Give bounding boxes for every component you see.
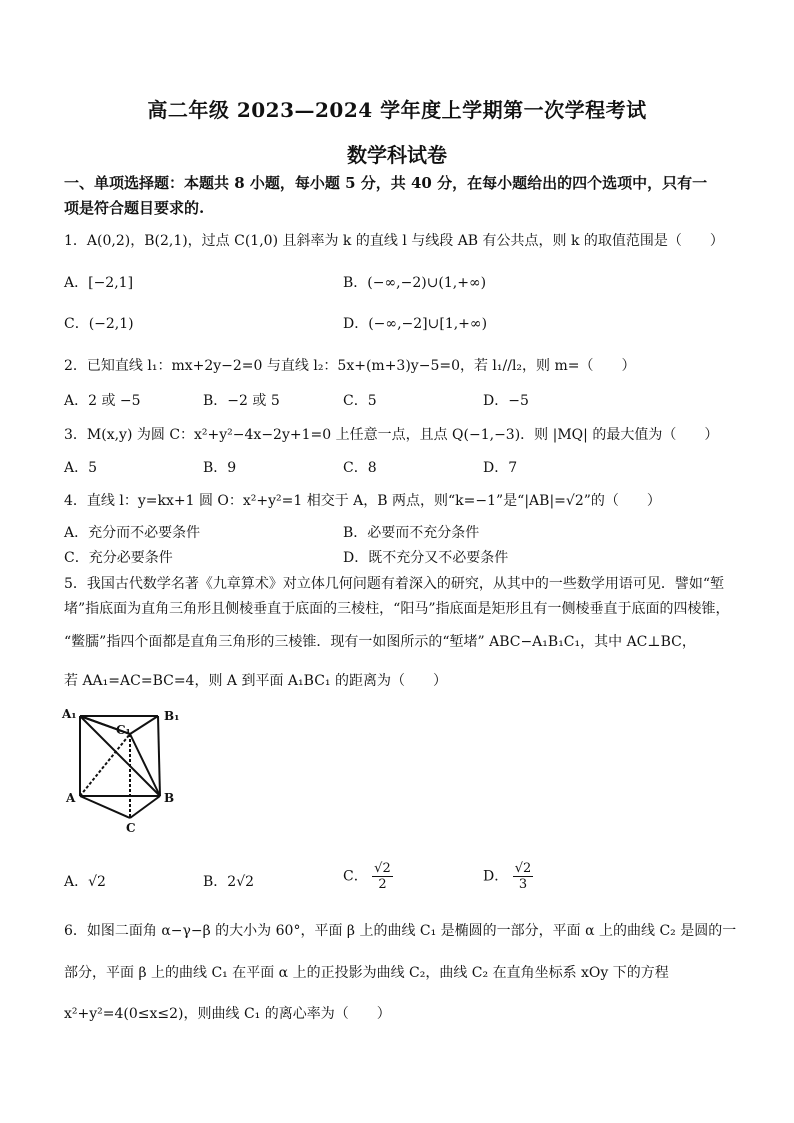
q2-stem: 2．已知直线 l₁：mx+2y−2=0 与直线 l₂：5x+(m+3)y−5=0，若 l₁//l₂，则 m=（ ） xyxy=(64,358,636,374)
q4-option-c: C．充分必要条件 xyxy=(64,550,173,566)
q5-line4: 若 AA₁=AC=BC=4，则 A 到平面 A₁BC₁ 的距离为（ ） xyxy=(64,673,447,689)
q4-option-a: A．充分而不必要条件 xyxy=(64,525,201,541)
exam-subtitle: 数学科试卷 xyxy=(347,143,447,167)
q6-line1: 6．如图二面角 α−γ−β 的大小为 60°，平面 β 上的曲线 C₁ 是椭圆的一部分，平面 α 上的曲线 C₂ 是圆的一 xyxy=(64,923,737,939)
q5-option-c-denominator: 2 xyxy=(378,877,387,892)
q3-stem: 3．M(x,y) 为圆 C：x²+y²−4x−2y+1=0 上任意一点，且点 Q(−1,−3)．则 |MQ| 的最大值为（ ） xyxy=(64,427,719,443)
q1-option-b: B．(−∞,−2)∪(1,+∞) xyxy=(343,275,487,291)
q2-option-b: B．−2 或 5 xyxy=(203,393,280,409)
label-b: B xyxy=(164,791,175,805)
label-b1: B₁ xyxy=(164,709,180,723)
label-c1: C₁ xyxy=(116,723,131,737)
section-heading-line2: 项是符合题目要求的. xyxy=(64,199,205,217)
q3-option-d: D．7 xyxy=(483,460,518,476)
q4-option-d: D．既不充分又不必要条件 xyxy=(343,550,509,566)
q1-option-a: A．[−2,1] xyxy=(64,275,134,291)
q5-option-d-prefix: D． xyxy=(483,868,509,885)
q4-stem: 4．直线 l：y=kx+1 圆 O：x²+y²=1 相交于 A，B 两点，则“k=−1”是“|AB|=√2”的（ ） xyxy=(64,493,661,509)
q2-option-c: C．5 xyxy=(343,393,377,409)
q5-line2: 堵”指底面为直角三角形且侧棱垂直于底面的三棱柱，“阳马”指底面是矩形且有一侧棱垂直于底面的四棱锥， xyxy=(64,601,730,617)
q1-option-d: D．(−∞,−2]∪[1,+∞) xyxy=(343,316,488,332)
q3-option-c: C．8 xyxy=(343,460,377,476)
q5-option-c-fraction xyxy=(372,861,393,892)
prism-diagram xyxy=(60,704,190,834)
q5-option-c xyxy=(343,861,393,892)
label-a1: A₁ xyxy=(62,707,77,721)
q5-option-a: A．√2 xyxy=(64,874,106,890)
q5-option-d-fraction xyxy=(513,861,534,892)
q5-line3: “鳖臑”指四个面都是直角三角形的三棱锥．现有一如图所示的“堑堵” ABC−A₁B₁C₁，其中 AC⊥BC， xyxy=(64,634,696,650)
section-heading-line1: 一、单项选择题：本题共 8 小题，每小题 5 分，共 40 分，在每小题给出的四个选项中，只有一 xyxy=(64,174,708,192)
q6-line2: 部分，平面 β 上的曲线 C₁ 在平面 α 上的正投影为曲线 C₂，曲线 C₂ 在直角坐标系 xOy 下的方程 xyxy=(64,965,669,981)
q3-option-b: B．9 xyxy=(203,460,237,476)
q1-option-c: C．(−2,1) xyxy=(64,316,134,332)
q3-option-a: A．5 xyxy=(64,460,98,476)
q4-option-b: B．必要而不充分条件 xyxy=(343,525,480,541)
q6-line3: x²+y²=4(0≤x≤2)，则曲线 C₁ 的离心率为（ ） xyxy=(64,1006,391,1022)
q5-option-d xyxy=(483,861,533,892)
q5-option-c-numerator: √2 xyxy=(374,861,391,876)
label-c: C xyxy=(126,821,136,834)
prism-figure xyxy=(60,704,190,834)
q5-option-c-prefix: C． xyxy=(343,868,368,885)
q5-line1: 5．我国古代数学名著《九章算术》对立体几何问题有着深入的研究，从其中的一些数学用语可见．譬如“堑 xyxy=(64,576,725,592)
q5-option-b: B．2√2 xyxy=(203,874,255,890)
q5-option-d-denominator: 3 xyxy=(518,877,528,892)
q2-option-a: A．2 或 −5 xyxy=(64,393,141,409)
q1-stem: 1．A(0,2)，B(2,1)，过点 C(1,0) 且斜率为 k 的直线 l 与线段 AB 有公共点，则 k 的取值范围是（ ） xyxy=(64,233,724,249)
q5-option-d-numerator: √2 xyxy=(514,861,532,876)
label-a: A xyxy=(66,791,76,805)
q2-option-d: D．−5 xyxy=(483,393,529,409)
exam-title: 高二年级 2023—2024 学年度上学期第一次学程考试 xyxy=(147,98,647,122)
